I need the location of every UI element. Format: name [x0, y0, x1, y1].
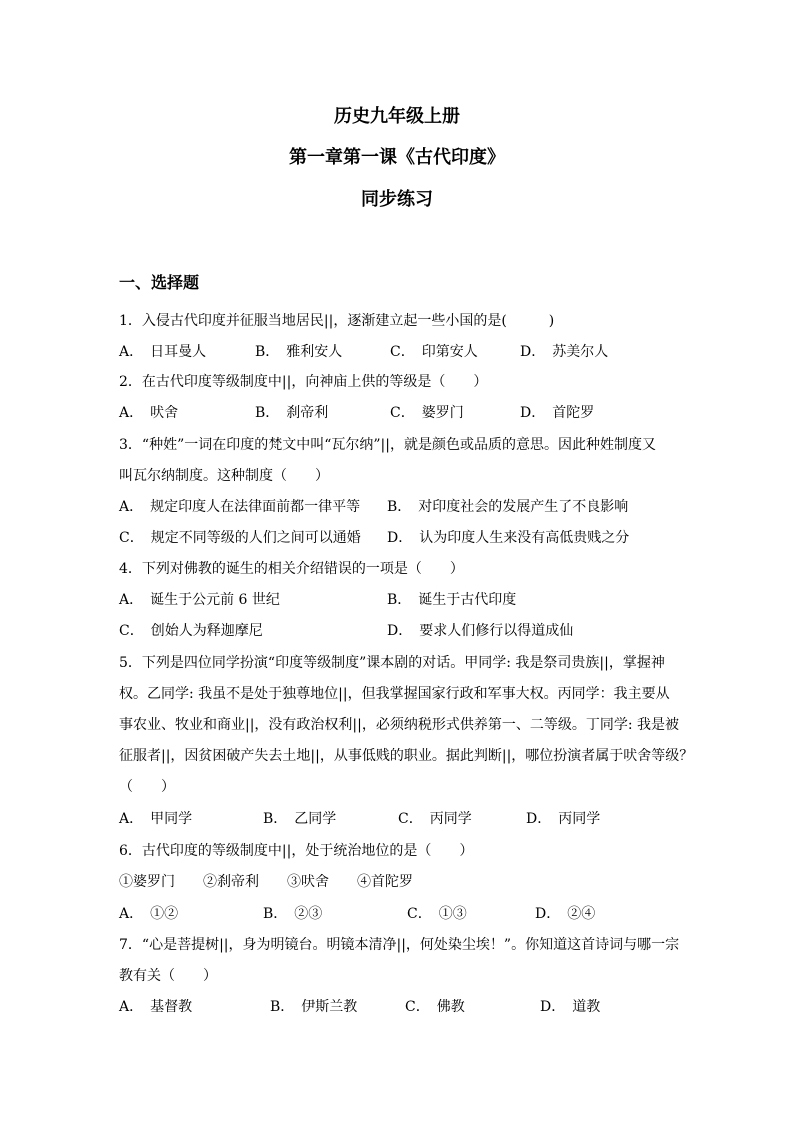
option-a: A． 基督教 [119, 999, 193, 1015]
question-stem: 5．下列是四位同学扮演“印度等级制度”课本剧的对话。甲同学: 我是祭司贵族||，掌握神 [119, 655, 665, 671]
option-d: D． 道教 [540, 999, 601, 1015]
section-heading: 一、选择题 [119, 273, 200, 292]
option-c: C． 婆罗门 [390, 405, 464, 421]
question-stem: 3．“种姓”一词在印度的梵文中叫“瓦尔纳”||，就是颜色或品质的意思。因此种姓制度又 [119, 437, 656, 453]
option-d: D． ②④ [535, 906, 596, 922]
option-a: A． 吠舍 [119, 405, 179, 421]
question-stem-cont: 叫瓦尔纳制度。这种制度（ ） [119, 468, 329, 484]
chapter-title: 第一章第一课《古代印度》 [289, 147, 505, 168]
choice-list: ①婆罗门 ②刹帝利 ③吠舍 ④首陀罗 [119, 874, 413, 890]
question-stem: 4．下列对佛教的诞生的相关介绍错误的一项是（ ） [119, 561, 464, 577]
option-c: C． 规定不同等级的人们之间可以通婚 [119, 530, 361, 546]
option-a: A． 甲同学 [119, 811, 193, 827]
question-stem: 2．在古代印度等级制度中||，向神庙上供的等级是（ ） [119, 374, 488, 390]
option-d: D． 苏美尔人 [520, 344, 609, 360]
question-stem-cont: 权。乙同学: 我虽不是处于独尊地位||，但我掌握国家行政和军事大权。丙同学：我主要从 [119, 686, 670, 702]
option-a: A． 日耳曼人 [119, 344, 207, 360]
option-a: A． 诞生于公元前 6 世纪 [119, 592, 280, 608]
doc-subtitle: 同步练习 [361, 189, 433, 210]
question-stem-cont: 教有关（ ） [119, 968, 217, 984]
option-d: D． 要求人们修行以得道成仙 [387, 623, 574, 639]
question-stem: 7．“心是菩提树||，身为明镜台。明镜本清净||，何处染尘埃！”。你知道这首诗词与哪一宗 [119, 937, 680, 953]
option-b: B． 诞生于古代印度 [387, 592, 517, 608]
option-b: B． 乙同学 [263, 811, 337, 827]
question-stem-cont: 事农业、牧业和商业||，没有政治权利||，必须纳税形式供养第一、二等级。丁同学: 我是被 [119, 717, 680, 733]
option-d: D． 首陀罗 [520, 405, 595, 421]
doc-title: 历史九年级上册 [334, 106, 460, 127]
option-d: D． 认为印度人生来没有高低贵贱之分 [387, 530, 630, 546]
option-c: C． ①③ [407, 906, 467, 922]
option-a: A． ①② [119, 906, 179, 922]
option-c: C． 佛教 [405, 999, 465, 1015]
option-c: C． 印第安人 [390, 344, 478, 360]
option-c: C． 创始人为释迦摩尼 [119, 623, 263, 639]
question-stem: 1．入侵古代印度并征服当地居民||，逐渐建立起一些小国的是( ) [119, 313, 555, 329]
option-a: A． 规定印度人在法律面前都一律平等 [119, 499, 361, 515]
option-b: B． 雅利安人 [255, 344, 343, 360]
option-d: D． 丙同学 [526, 811, 601, 827]
option-b: B． 刹帝利 [255, 405, 329, 421]
question-stem-cont: 征服者||，因贫困破产失去土地||，从事低贱的职业。据此判断||，哪位扮演者属于吠舍等级？ [119, 748, 694, 764]
question-stem: 6．古代印度的等级制度中||，处于统治地位的是（ ） [119, 843, 474, 859]
option-b: B． 伊斯兰教 [270, 999, 358, 1015]
option-c: C． 丙同学 [398, 811, 472, 827]
option-b: B． ②③ [263, 906, 323, 922]
option-b: B． 对印度社会的发展产生了不良影响 [387, 499, 629, 515]
answer-paren: （ ） [119, 779, 175, 795]
